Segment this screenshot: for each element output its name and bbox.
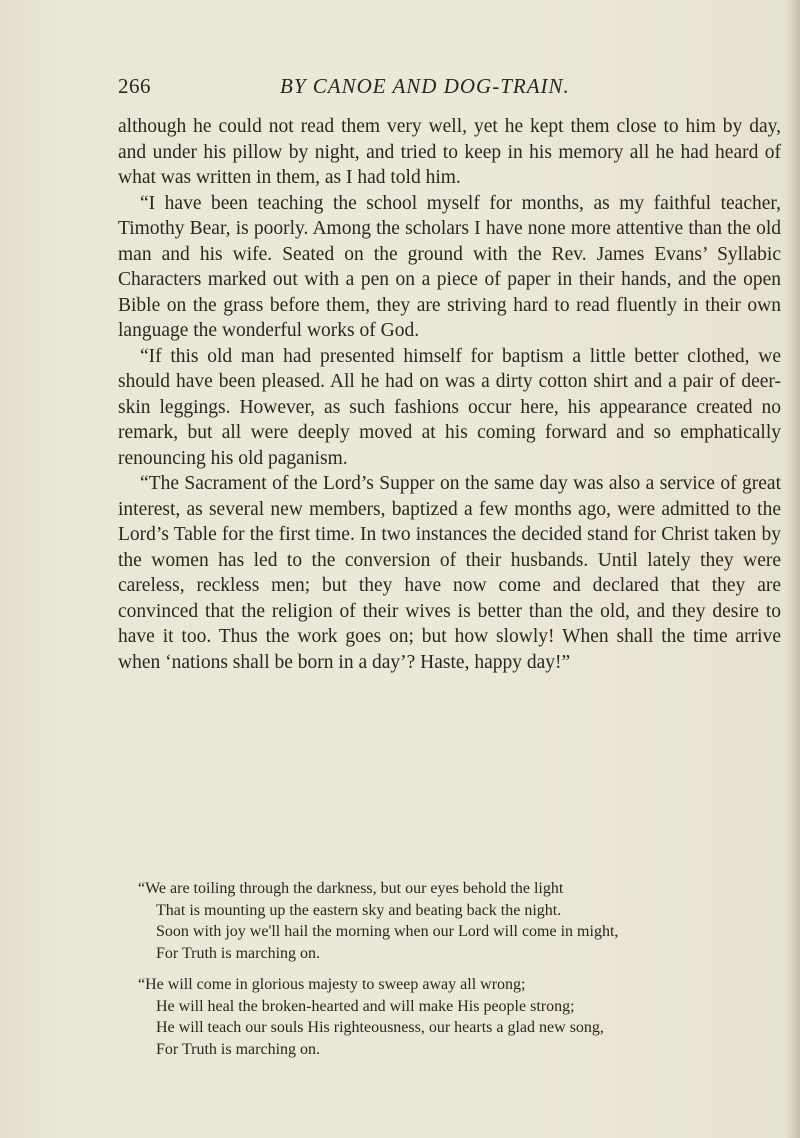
poem-line: That is mounting up the eastern sky and beating back the night.: [156, 901, 562, 919]
poem-line: “We are toiling through the darkness, but our eyes behold the light: [138, 880, 564, 897]
page-edge-shadow: [786, 0, 800, 1138]
paragraph: “The Sacrament of the Lord’s Supper on the same day was also a service of great interest, as several new members, baptized a few months ago, were admitted to the Lord’s Table for the first time. In two instances the decided stand for Christ taken by the women has led to the conversion of their husbands. Until lately they were careless, reckless men; but they have now come and declared that they are convinced that the religion of their wives is better than the old, and they desire to have it too. Thus the work goes on; but how slowly! When shall the time arrive when ‘nations shall be born in a day’? Haste, happy day!”: [118, 473, 781, 673]
stanza: [118, 974, 781, 1060]
paragraph: although he could not read them very well, yet he kept them close to him by day, and under his pillow by night, and tried to keep in his memory all he had heard of what was written in them, as I had told him.: [118, 116, 781, 188]
poem-line: For Truth is marching on.: [156, 944, 321, 962]
page-number: 266: [118, 74, 151, 98]
hymn-quotation: [118, 878, 781, 1070]
poem-line: He will heal the broken-hearted and will make His people strong;: [156, 997, 575, 1015]
poem-line: For Truth is marching on.: [156, 1040, 321, 1058]
poem-line: “He will come in glorious majesty to sweep away all wrong;: [138, 976, 526, 993]
poem-line: Soon with joy we'll hail the morning when our Lord will come in might,: [156, 923, 619, 940]
stanza: [118, 878, 781, 964]
paragraph: “If this old man had presented himself for baptism a little better clothed, we should have been pleased. All he had on was a dirty cotton shirt and a pair of deer-skin leggings. However, as such fashions occur here, his appearance created no remark, but all were deeply moved at his coming forward and so emphatically renouncing his old paganism.: [118, 345, 781, 469]
paragraph: “I have been teaching the school myself for months, as my faithful teacher, Timothy Bear, is poorly. Among the scholars I have none more attentive than the old man and his wife. Seated on the ground with the Rev. James Evans’ Syllabic Characters marked out with a pen on a piece of paper in their hands, and the open Bible on the grass before them, they are striving hard to read fluently in their own language the wonderful works of God.: [118, 192, 781, 341]
running-title: BY CANOE AND DOG-TRAIN.: [280, 74, 570, 98]
poem-line: He will teach our souls His righteousness, our hearts a glad new song,: [156, 1019, 604, 1036]
running-head: [118, 74, 718, 104]
body-text: [118, 114, 781, 675]
